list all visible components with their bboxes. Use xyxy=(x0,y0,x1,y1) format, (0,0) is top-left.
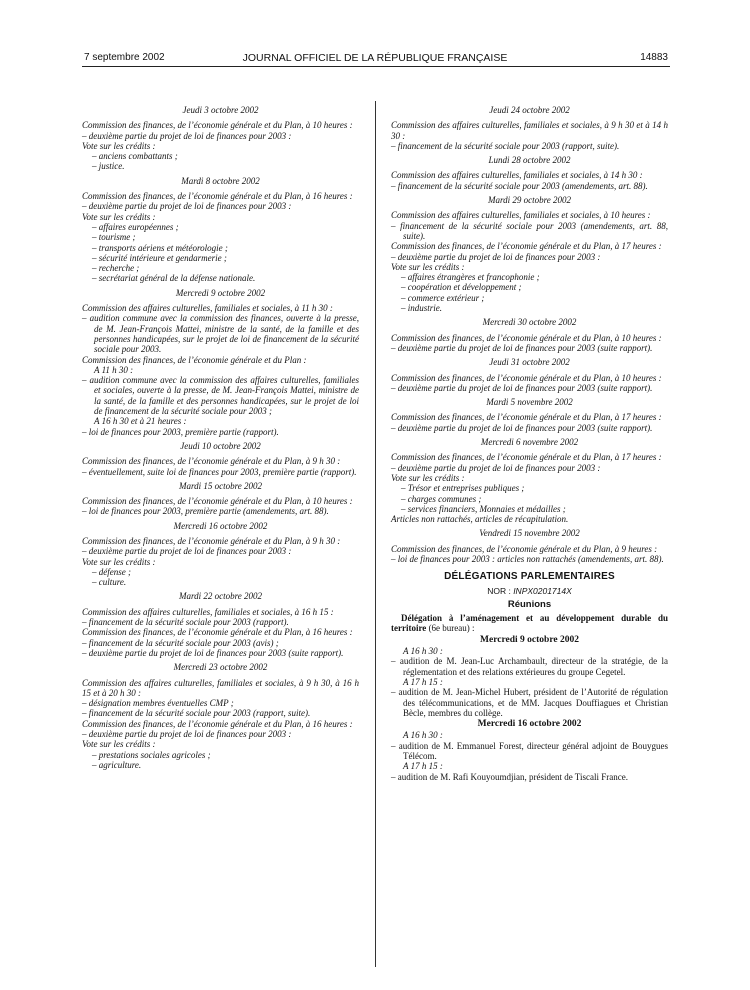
agenda-item: – audition commune avec la commission des finances, ouverte à la presse, de M. Jean-François Mattei, ministre de la santé, de la famille et des personnes handicapées, sur le projet de loi de financement de la sécurité sociale pour 2003. xyxy=(82,313,359,355)
agenda-item: – audition de M. Emmanuel Forest, directeur général adjoint de Bouygues Télécom. xyxy=(391,740,668,762)
agenda-item: – audition commune avec la commission des affaires culturelles, familiales et sociales, ouverte à la presse, de M. Jean-François Mattei, ministre de la santé, de la famille et des personnes handicapées, sur le projet de loi de financement de la sécurité sociale pour 2003 ; xyxy=(82,375,359,417)
day-heading: Mardi 29 octobre 2002 xyxy=(487,195,572,206)
delegations-section xyxy=(391,572,668,782)
agenda-item: – audition de M. Jean-Michel Hubert, président de l’Autorité de régulation des télécommunications, et de MM. Jacques Douffiagues et Christian Bècle, membres du collège. xyxy=(391,687,668,718)
reunions-heading: Réunions xyxy=(507,598,552,610)
credit-item: – commerce extérieur ; xyxy=(401,292,485,303)
agenda-day xyxy=(82,521,359,588)
section-title: DÉLÉGATIONS PARLEMENTAIRES xyxy=(444,571,615,583)
commission-line: Commission des finances, de l’économie générale et du Plan, à 17 heures : xyxy=(391,452,662,463)
time-label: A 16 h 30 : xyxy=(403,730,443,741)
agenda-day xyxy=(391,105,668,151)
commission-line: Commission des finances, de l’économie générale et du Plan, à 9 heures : xyxy=(391,543,658,554)
commission-line: Commission des finances, de l’économie générale et du Plan, à 10 heures : xyxy=(391,372,662,383)
agenda-day xyxy=(82,105,359,172)
commission-line: Commission des finances, de l’économie générale et du Plan, à 16 heures : xyxy=(82,627,353,638)
header-page-number: 14883 xyxy=(640,52,668,63)
credit-item: – sécurité intérieure et gendarmerie ; xyxy=(92,252,227,263)
agenda-item: – désignation membres éventuelles CMP ; xyxy=(82,698,234,709)
commission-line: Commission des finances, de l’économie générale et du Plan, à 17 heures : xyxy=(391,241,662,252)
agenda-item: – deuxième partie du projet de loi de finances pour 2003 (suite rapport). xyxy=(82,647,344,658)
credit-item: – secrétariat général de la défense nationale. xyxy=(92,273,256,284)
agenda-item: – deuxième partie du projet de loi de finances pour 2003 : xyxy=(391,251,601,262)
agenda-day xyxy=(391,397,668,433)
vote-label: Vote sur les crédits : xyxy=(391,261,465,272)
day-heading: Mercredi 9 octobre 2002 xyxy=(175,287,266,298)
credit-item: – culture. xyxy=(92,577,127,588)
day-heading: Lundi 28 octobre 2002 xyxy=(488,155,571,166)
commission-line: Commission des finances, de l’économie générale et du Plan, à 10 heures : xyxy=(391,332,662,343)
column-divider xyxy=(375,101,376,967)
agenda-item: – deuxième partie du projet de loi de finances pour 2003 (suite rapport). xyxy=(391,422,653,433)
agenda-item: – deuxième partie du projet de loi de finances pour 2003 : xyxy=(82,546,292,557)
day-heading: Mardi 15 octobre 2002 xyxy=(178,480,263,491)
agenda-item: – financement de la sécurité sociale pour 2003 (avis) ; xyxy=(82,637,279,648)
agenda-day xyxy=(391,317,668,353)
right-column xyxy=(391,101,668,782)
credit-item: – services financiers, Monnaies et médailles ; xyxy=(401,503,566,514)
credit-item: – anciens combattants ; xyxy=(92,151,178,162)
agenda-day xyxy=(82,481,359,517)
commission-line: Commission des finances, de l’économie générale et du Plan, à 9 h 30 : xyxy=(82,456,341,467)
agenda-item: – loi de finances pour 2003, première partie (rapport). xyxy=(82,426,279,437)
credit-item: – Trésor et entreprises publiques ; xyxy=(401,483,525,494)
agenda-item: – deuxième partie du projet de loi de finances pour 2003 (suite rapport). xyxy=(391,342,653,353)
vote-label: Vote sur les crédits : xyxy=(82,211,156,222)
agenda-item: – audition de M. Jean-Luc Archambault, directeur de la stratégie, de la réglementation et des relations extérieures du groupe Cegetel. xyxy=(391,656,668,677)
time-label: A 16 h 30 et à 21 heures : xyxy=(94,416,187,427)
day-heading: Mercredi 9 octobre 2002 xyxy=(480,634,579,645)
agenda-day xyxy=(82,441,359,477)
credit-item: – prestations sociales agricoles ; xyxy=(92,749,211,760)
vote-label: Vote sur les crédits : xyxy=(82,556,156,567)
delegation-name xyxy=(391,613,668,634)
commission-line: Commission des finances, de l’économie générale et du Plan, à 10 heures : xyxy=(82,120,353,131)
agenda-item: – loi de finances pour 2003 : articles non rattachés (amendements, art. 88). xyxy=(391,553,664,564)
credit-item: – transports aériens et météorologie ; xyxy=(92,242,228,253)
agenda-day xyxy=(391,155,668,191)
day-heading: Jeudi 10 octobre 2002 xyxy=(180,440,261,451)
delegation-bureau: (6e bureau) : xyxy=(426,623,475,634)
agenda-day xyxy=(391,437,668,524)
agenda-item: – financement de la sécurité sociale pour 2003 (rapport, suite). xyxy=(391,140,620,151)
credit-item: – justice. xyxy=(92,161,125,172)
day-heading: Mercredi 16 octobre 2002 xyxy=(173,520,268,531)
articles-line: Articles non rattachés, articles de récapitulation. xyxy=(391,514,569,525)
day-heading: Vendredi 15 novembre 2002 xyxy=(479,528,580,539)
day-heading: Mercredi 6 novembre 2002 xyxy=(480,437,579,448)
header-rule xyxy=(82,66,670,67)
commission-line: Commission des finances, de l’économie générale et du Plan, à 16 heures : xyxy=(82,191,353,202)
vote-label: Vote sur les crédits : xyxy=(391,472,465,483)
agenda-item: – financement de la sécurité sociale pour 2003 (rapport). xyxy=(82,617,289,628)
commission-line: Commission des affaires culturelles, familiales et sociales, à 9 h 30 et à 14 h 30 : xyxy=(391,120,668,141)
credit-item: – affaires européennes ; xyxy=(92,221,179,232)
nor-reference xyxy=(391,586,668,596)
commission-line: Commission des finances, de l’économie générale et du Plan, à 9 h 30 : xyxy=(82,535,341,546)
agenda-day xyxy=(391,195,668,313)
day-heading: Jeudi 31 octobre 2002 xyxy=(489,357,570,368)
left-column xyxy=(82,101,359,774)
day-heading: Mercredi 16 octobre 2002 xyxy=(477,719,582,730)
agenda-item: – loi de finances pour 2003, première partie (amendements, art. 88). xyxy=(82,506,329,517)
credit-item: – coopération et développement ; xyxy=(401,282,522,293)
nor-code: INPX0201714X xyxy=(513,585,572,596)
credit-item: – charges communes ; xyxy=(401,493,482,504)
commission-line: Commission des affaires culturelles, familiales et sociales, à 16 h 15 : xyxy=(82,606,334,617)
agenda-item: – éventuellement, suite loi de finances pour 2003, première partie (rapport). xyxy=(82,466,357,477)
time-label: A 16 h 30 : xyxy=(403,646,443,657)
day-heading: Mercredi 30 octobre 2002 xyxy=(482,317,577,328)
day-heading: Mardi 5 novembre 2002 xyxy=(486,397,573,408)
day-heading: Mercredi 23 octobre 2002 xyxy=(173,662,268,673)
agenda-item: – financement de la sécurité sociale pour 2003 (amendements, art. 88). xyxy=(391,180,648,191)
day-heading: Jeudi 3 octobre 2002 xyxy=(182,105,259,115)
commission-line: Commission des affaires culturelles, familiales et sociales, à 9 h 30, à 16 h 15 et à 20 h 30 : xyxy=(82,677,359,698)
vote-label: Vote sur les crédits : xyxy=(82,140,156,151)
commission-line: Commission des finances, de l’économie générale et du Plan, à 10 heures : xyxy=(82,496,353,507)
day-heading: Jeudi 24 octobre 2002 xyxy=(489,105,570,115)
day-heading: Mardi 22 octobre 2002 xyxy=(178,591,263,602)
day-heading: Mardi 8 octobre 2002 xyxy=(181,175,260,186)
delegation-title: Délégation à l’aménagement et au développement durable du territoire xyxy=(391,613,668,634)
agenda-day xyxy=(82,662,359,770)
credit-item: – affaires étrangères et francophonie ; xyxy=(401,272,540,283)
agenda-item: – deuxième partie du projet de loi de finances pour 2003 (suite rapport). xyxy=(391,382,653,393)
commission-line: Commission des affaires culturelles, familiales et sociales, à 11 h 30 : xyxy=(82,303,333,314)
vote-label: Vote sur les crédits : xyxy=(82,739,156,750)
commission-line: Commission des finances, de l’économie générale et du Plan, à 17 heures : xyxy=(391,412,662,423)
time-label: A 17 h 15 : xyxy=(403,761,443,772)
credit-item: – tourisme ; xyxy=(92,232,136,243)
credit-item: – industrie. xyxy=(401,303,443,314)
commission-line: Commission des affaires culturelles, familiales et sociales, à 14 h 30 : xyxy=(391,170,643,181)
agenda-item: – deuxième partie du projet de loi de finances pour 2003 : xyxy=(391,462,601,473)
credit-item: – recherche ; xyxy=(92,263,140,274)
time-label: A 11 h 30 : xyxy=(94,364,134,375)
agenda-item: – deuxième partie du projet de loi de finances pour 2003 : xyxy=(82,201,292,212)
time-label: A 17 h 15 : xyxy=(403,676,443,687)
agenda-day xyxy=(391,528,668,564)
agenda-day xyxy=(82,176,359,284)
commission-line: Commission des finances, de l’économie générale et du Plan : xyxy=(82,354,307,365)
credit-item: – défense ; xyxy=(92,566,131,577)
commission-line: Commission des finances, de l’économie générale et du Plan, à 16 heures : xyxy=(82,718,353,729)
commission-line: Commission des affaires culturelles, familiales et sociales, à 10 heures : xyxy=(391,210,651,221)
header-date: 7 septembre 2002 xyxy=(84,52,165,63)
agenda-day xyxy=(82,591,359,658)
agenda-item: – audition de M. Rafi Kouyoumdjian, président de Tiscali France. xyxy=(391,771,628,782)
agenda-day xyxy=(391,357,668,393)
agenda-item: – financement de la sécurité sociale pour 2003 (rapport, suite). xyxy=(82,708,311,719)
agenda-day xyxy=(82,288,359,437)
agenda-item: – financement de la sécurité sociale pour 2003 (amendements, art. 88, suite). xyxy=(391,220,668,241)
header-title: JOURNAL OFFICIEL DE LA RÉPUBLIQUE FRANÇAISE xyxy=(242,52,508,64)
credit-item: – agriculture. xyxy=(92,759,142,770)
agenda-item: – deuxième partie du projet de loi de finances pour 2003 : xyxy=(82,130,292,141)
nor-label: NOR : xyxy=(487,585,511,596)
agenda-item: – deuxième partie du projet de loi de finances pour 2003 : xyxy=(82,729,292,740)
